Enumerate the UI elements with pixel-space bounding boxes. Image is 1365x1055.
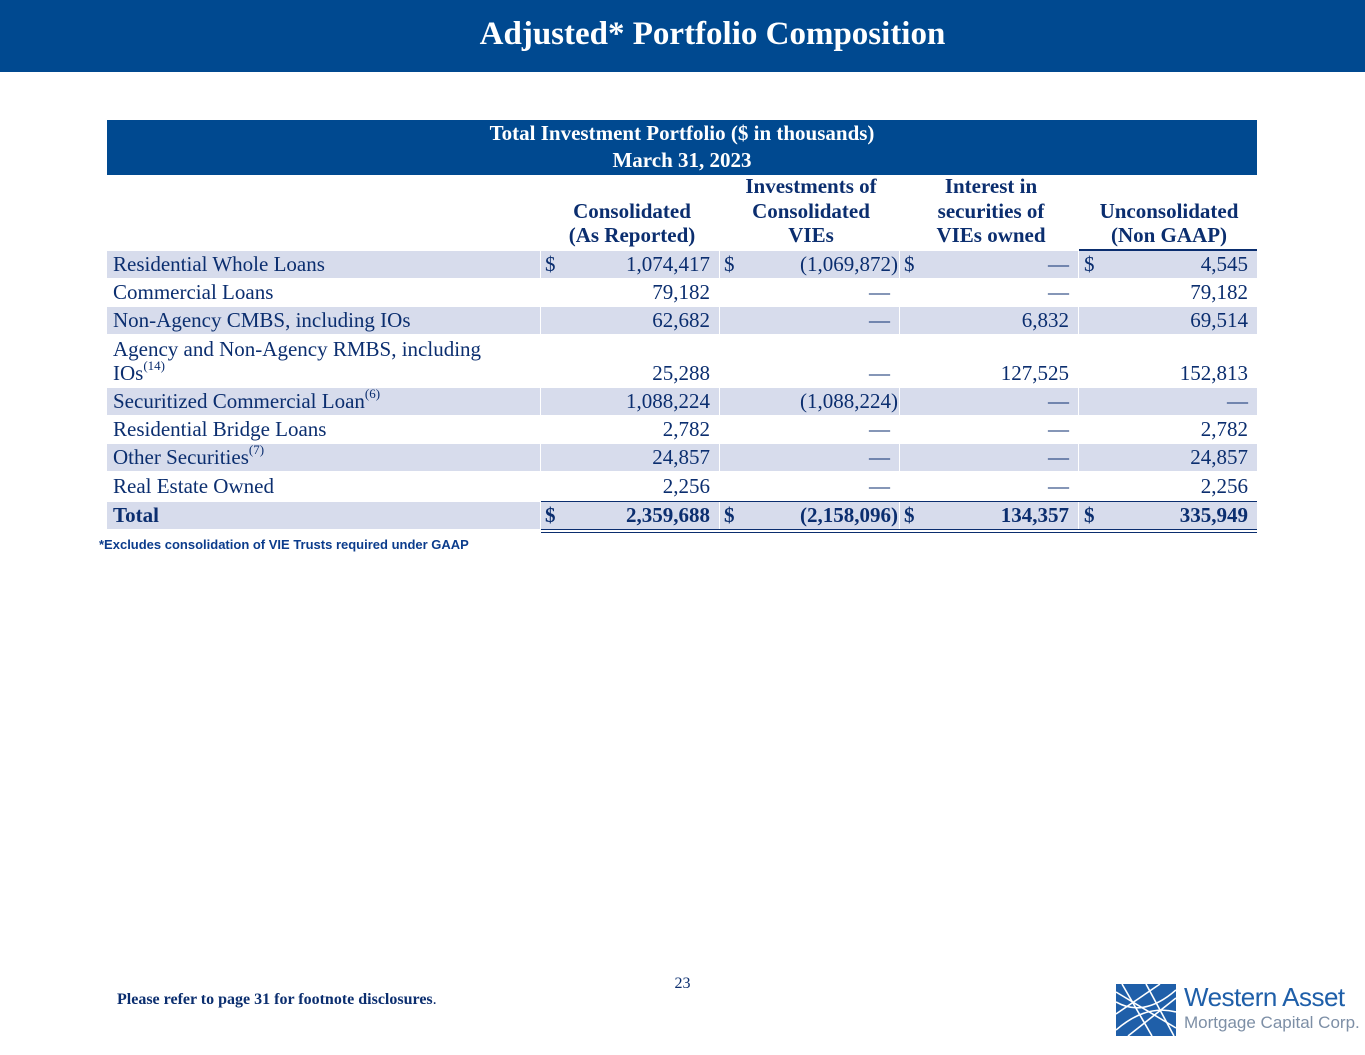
row-label: Commercial Loans bbox=[113, 280, 274, 304]
cell-investments-vies: (1,069,872) bbox=[800, 252, 898, 276]
row-label: Residential Bridge Loans bbox=[113, 417, 327, 441]
cell-interest-vies: — bbox=[1048, 417, 1069, 441]
cell-interest-vies: — bbox=[1048, 474, 1069, 498]
cell-investments-vies: — bbox=[869, 417, 890, 441]
page-number: 23 bbox=[674, 975, 691, 992]
table-header-title: Total Investment Portfolio ($ in thousands) bbox=[489, 121, 875, 145]
cell-investments-vies: (1,088,224) bbox=[800, 389, 898, 413]
footnote-ref: (7) bbox=[248, 442, 265, 457]
cell-investments-vies: — bbox=[869, 280, 890, 304]
cell-interest-vies: 6,832 bbox=[1021, 308, 1069, 332]
col3-line1: Interest in bbox=[944, 174, 1038, 198]
column-header-unconsolidated bbox=[1076, 174, 1262, 248]
currency-sign: $ bbox=[1084, 503, 1095, 527]
row-label-continued: IOs bbox=[113, 361, 144, 385]
total-top-rule bbox=[541, 501, 1257, 502]
col2-line2: Consolidated bbox=[752, 198, 870, 223]
table-row bbox=[107, 335, 1257, 387]
col3-line3: VIEs owned bbox=[936, 223, 1046, 247]
col1-line1 bbox=[541, 174, 723, 199]
table-row bbox=[107, 444, 1257, 471]
row-label: Non-Agency CMBS, including IOs bbox=[113, 308, 411, 332]
cell-consolidated: 1,074,417 bbox=[626, 252, 710, 276]
cell-consolidated: 62,682 bbox=[652, 308, 710, 332]
row-label: Agency and Non-Agency RMBS, including bbox=[113, 337, 482, 361]
column-header-investments-vies bbox=[720, 174, 902, 248]
cell-interest-vies: 127,525 bbox=[1000, 361, 1069, 385]
currency-sign: $ bbox=[545, 503, 556, 527]
cell-consolidated: 2,256 bbox=[662, 474, 710, 498]
cell-investments-vies: — bbox=[869, 474, 890, 498]
table-total-row bbox=[107, 502, 1257, 529]
currency-sign: $ bbox=[724, 252, 735, 276]
currency-sign: $ bbox=[904, 503, 915, 527]
currency-sign: $ bbox=[724, 503, 735, 527]
row-label: Securitized Commercial Loan bbox=[113, 389, 365, 413]
total-double-rule-2 bbox=[541, 532, 1257, 533]
cell-consolidated: 1,088,224 bbox=[626, 389, 710, 413]
table-row bbox=[107, 307, 1257, 334]
footnote-ref: (6) bbox=[364, 386, 381, 401]
cell-unconsolidated: 24,857 bbox=[1190, 445, 1248, 469]
table-header-date: March 31, 2023 bbox=[612, 148, 752, 172]
currency-sign: $ bbox=[545, 252, 556, 276]
cell-unconsolidated: 79,182 bbox=[1190, 280, 1248, 304]
cell-unconsolidated: — bbox=[1227, 389, 1248, 413]
cell-unconsolidated: 69,514 bbox=[1190, 308, 1248, 332]
total-interest-vies: 134,357 bbox=[1000, 503, 1069, 527]
logo-subtitle: Mortgage Capital Corp. bbox=[1184, 1013, 1360, 1032]
row-label: Other Securities bbox=[113, 445, 249, 469]
table-row bbox=[107, 279, 1257, 306]
total-investments-vies: (2,158,096) bbox=[800, 503, 898, 527]
total-unconsolidated: 335,949 bbox=[1179, 503, 1248, 527]
cell-investments-vies: — bbox=[869, 361, 890, 385]
page-title: Adjusted* Portfolio Composition bbox=[479, 16, 946, 52]
table-row bbox=[107, 388, 1257, 415]
footnote-reference bbox=[117, 991, 437, 1009]
cell-unconsolidated: 4,545 bbox=[1200, 252, 1248, 276]
cell-interest-vies: — bbox=[1048, 445, 1069, 469]
cell-consolidated: 25,288 bbox=[652, 361, 710, 385]
col3-line2: securities of bbox=[937, 198, 1045, 223]
footnote: *Excludes consolidation of VIE Trusts required under GAAP bbox=[99, 537, 469, 552]
row-label: Real Estate Owned bbox=[113, 474, 274, 498]
cell-investments-vies: — bbox=[869, 445, 890, 469]
table-row bbox=[107, 473, 1257, 500]
title-bar bbox=[0, 0, 1365, 72]
cell-consolidated: 24,857 bbox=[652, 445, 710, 469]
refer-period: . bbox=[432, 991, 437, 1008]
col4-line1 bbox=[1076, 174, 1262, 199]
table-row bbox=[107, 416, 1257, 443]
col2-line3: VIEs bbox=[788, 223, 834, 247]
row-label: Residential Whole Loans bbox=[113, 252, 325, 276]
globe-logo-icon bbox=[1116, 984, 1176, 1036]
col4-line3: (Non GAAP) bbox=[1110, 223, 1228, 247]
cell-unconsolidated: 2,256 bbox=[1200, 474, 1248, 498]
currency-sign: $ bbox=[904, 252, 915, 276]
col4-line2: Unconsolidated bbox=[1099, 198, 1239, 223]
total-label: Total bbox=[113, 503, 159, 527]
footnote-ref: (14) bbox=[143, 358, 166, 373]
cell-consolidated: 79,182 bbox=[652, 280, 710, 304]
column-header-interest-vies bbox=[900, 174, 1082, 248]
total-consolidated: 2,359,688 bbox=[626, 503, 710, 527]
col1-line3: (As Reported) bbox=[568, 223, 696, 247]
cell-consolidated: 2,782 bbox=[662, 417, 710, 441]
total-double-rule-1 bbox=[541, 529, 1257, 530]
refer-text: Please refer to page 31 for footnote disclosures bbox=[117, 991, 433, 1008]
cell-interest-vies: — bbox=[1048, 389, 1069, 413]
company-logo bbox=[1116, 982, 1360, 1036]
logo-name: Western Asset bbox=[1184, 982, 1345, 1012]
cell-unconsolidated: 2,782 bbox=[1200, 417, 1248, 441]
table-header bbox=[107, 120, 1257, 175]
cell-unconsolidated: 152,813 bbox=[1179, 361, 1248, 385]
col1-line2: Consolidated bbox=[573, 198, 691, 223]
cell-interest-vies: — bbox=[1048, 252, 1069, 276]
col2-line1: Investments of bbox=[745, 174, 877, 198]
cell-investments-vies: — bbox=[869, 308, 890, 332]
currency-sign: $ bbox=[1084, 252, 1095, 276]
column-header-consolidated bbox=[541, 174, 723, 248]
cell-interest-vies: — bbox=[1048, 280, 1069, 304]
table-row bbox=[107, 251, 1257, 278]
